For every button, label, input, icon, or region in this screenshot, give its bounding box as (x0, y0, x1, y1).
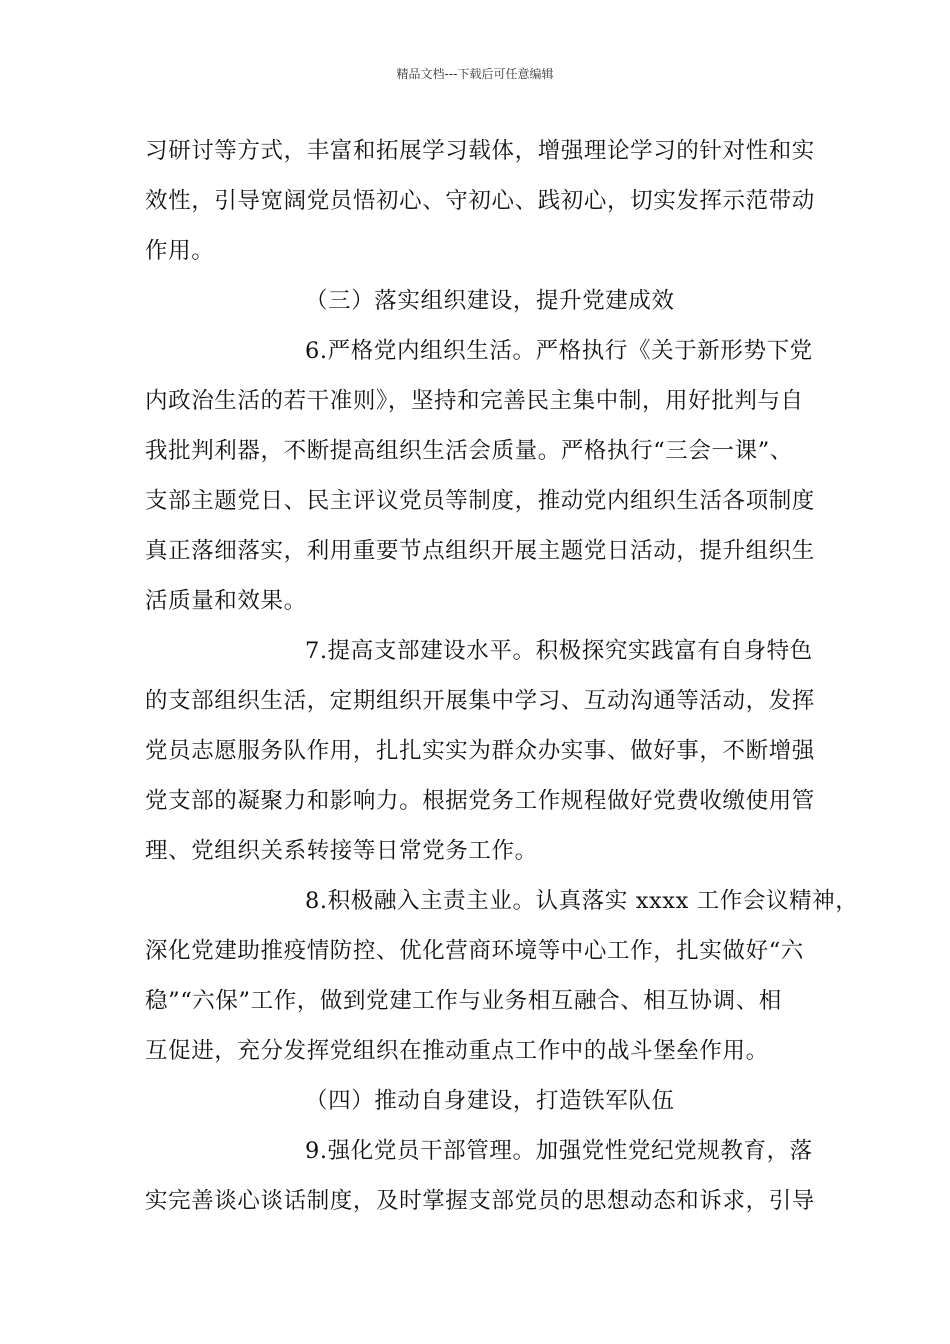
text-line: 党员志愿服务队作用，扎扎实实为群众办实事、做好事，不断增强 (145, 738, 815, 764)
text-line: 支部主题党日、民主评议党员等制度，推动党内组织生活各项制度 (145, 488, 815, 514)
item-heading-line: 9.强化党员干部管理。加强党性党纪党规教育，落 (305, 1138, 813, 1164)
page-header: 精品文档---下载后可任意编辑 (396, 67, 554, 81)
text-line: 我批判利器，不断提高组织生活会质量。严格执行“三会一课”、 (145, 438, 793, 464)
text-line: 的支部组织生活，定期组织开展集中学习、互动沟通等活动，发挥 (145, 688, 815, 714)
text-line: 内政治生活的若干准则》，坚持和完善民主集中制，用好批判与自 (145, 388, 804, 414)
text-line: 实完善谈心谈话制度，及时掌握支部党员的思想动态和诉求，引导 (145, 1188, 815, 1214)
item-heading-line: 7.提高支部建设水平。积极探究实践富有自身特色 (305, 638, 813, 664)
text-line: 习研讨等方式，丰富和拓展学习载体，增强理论学习的针对性和实 (145, 138, 815, 164)
section-heading: （四）推动自身建设，打造铁军队伍 (305, 1088, 675, 1114)
section-heading: （三）落实组织建设，提升党建成效 (305, 288, 675, 314)
item-heading-line: 8.积极融入主责主业。认真落实 xxxx 工作会议精神， (305, 888, 859, 914)
text-line: 活质量和效果。 (145, 588, 307, 614)
text-line: 互促进，充分发挥党组织在推动重点工作中的战斗堡垒作用。 (145, 1038, 769, 1064)
text-line: 理、党组织关系转接等日常党务工作。 (145, 838, 538, 864)
text-line: 真正落细落实，利用重要节点组织开展主题党日活动，提升组织生 (145, 538, 815, 564)
text-line: 效性，引导宽阔党员悟初心、守初心、践初心，切实发挥示范带动 (145, 188, 815, 214)
text-line: 作用。 (145, 238, 215, 264)
document-body (145, 126, 859, 1226)
text-line: 深化党建助推疫情防控、优化营商环境等中心工作，扎实做好“六 (145, 938, 804, 964)
item-heading-line: 6.严格党内组织生活。严格执行《关于新形势下党 (305, 338, 813, 364)
text-line: 党支部的凝聚力和影响力。根据党务工作规程做好党费收缴使用管 (145, 788, 815, 814)
text-line: 稳”“六保”工作，做到党建工作与业务相互融合、相互协调、相 (145, 988, 782, 1014)
